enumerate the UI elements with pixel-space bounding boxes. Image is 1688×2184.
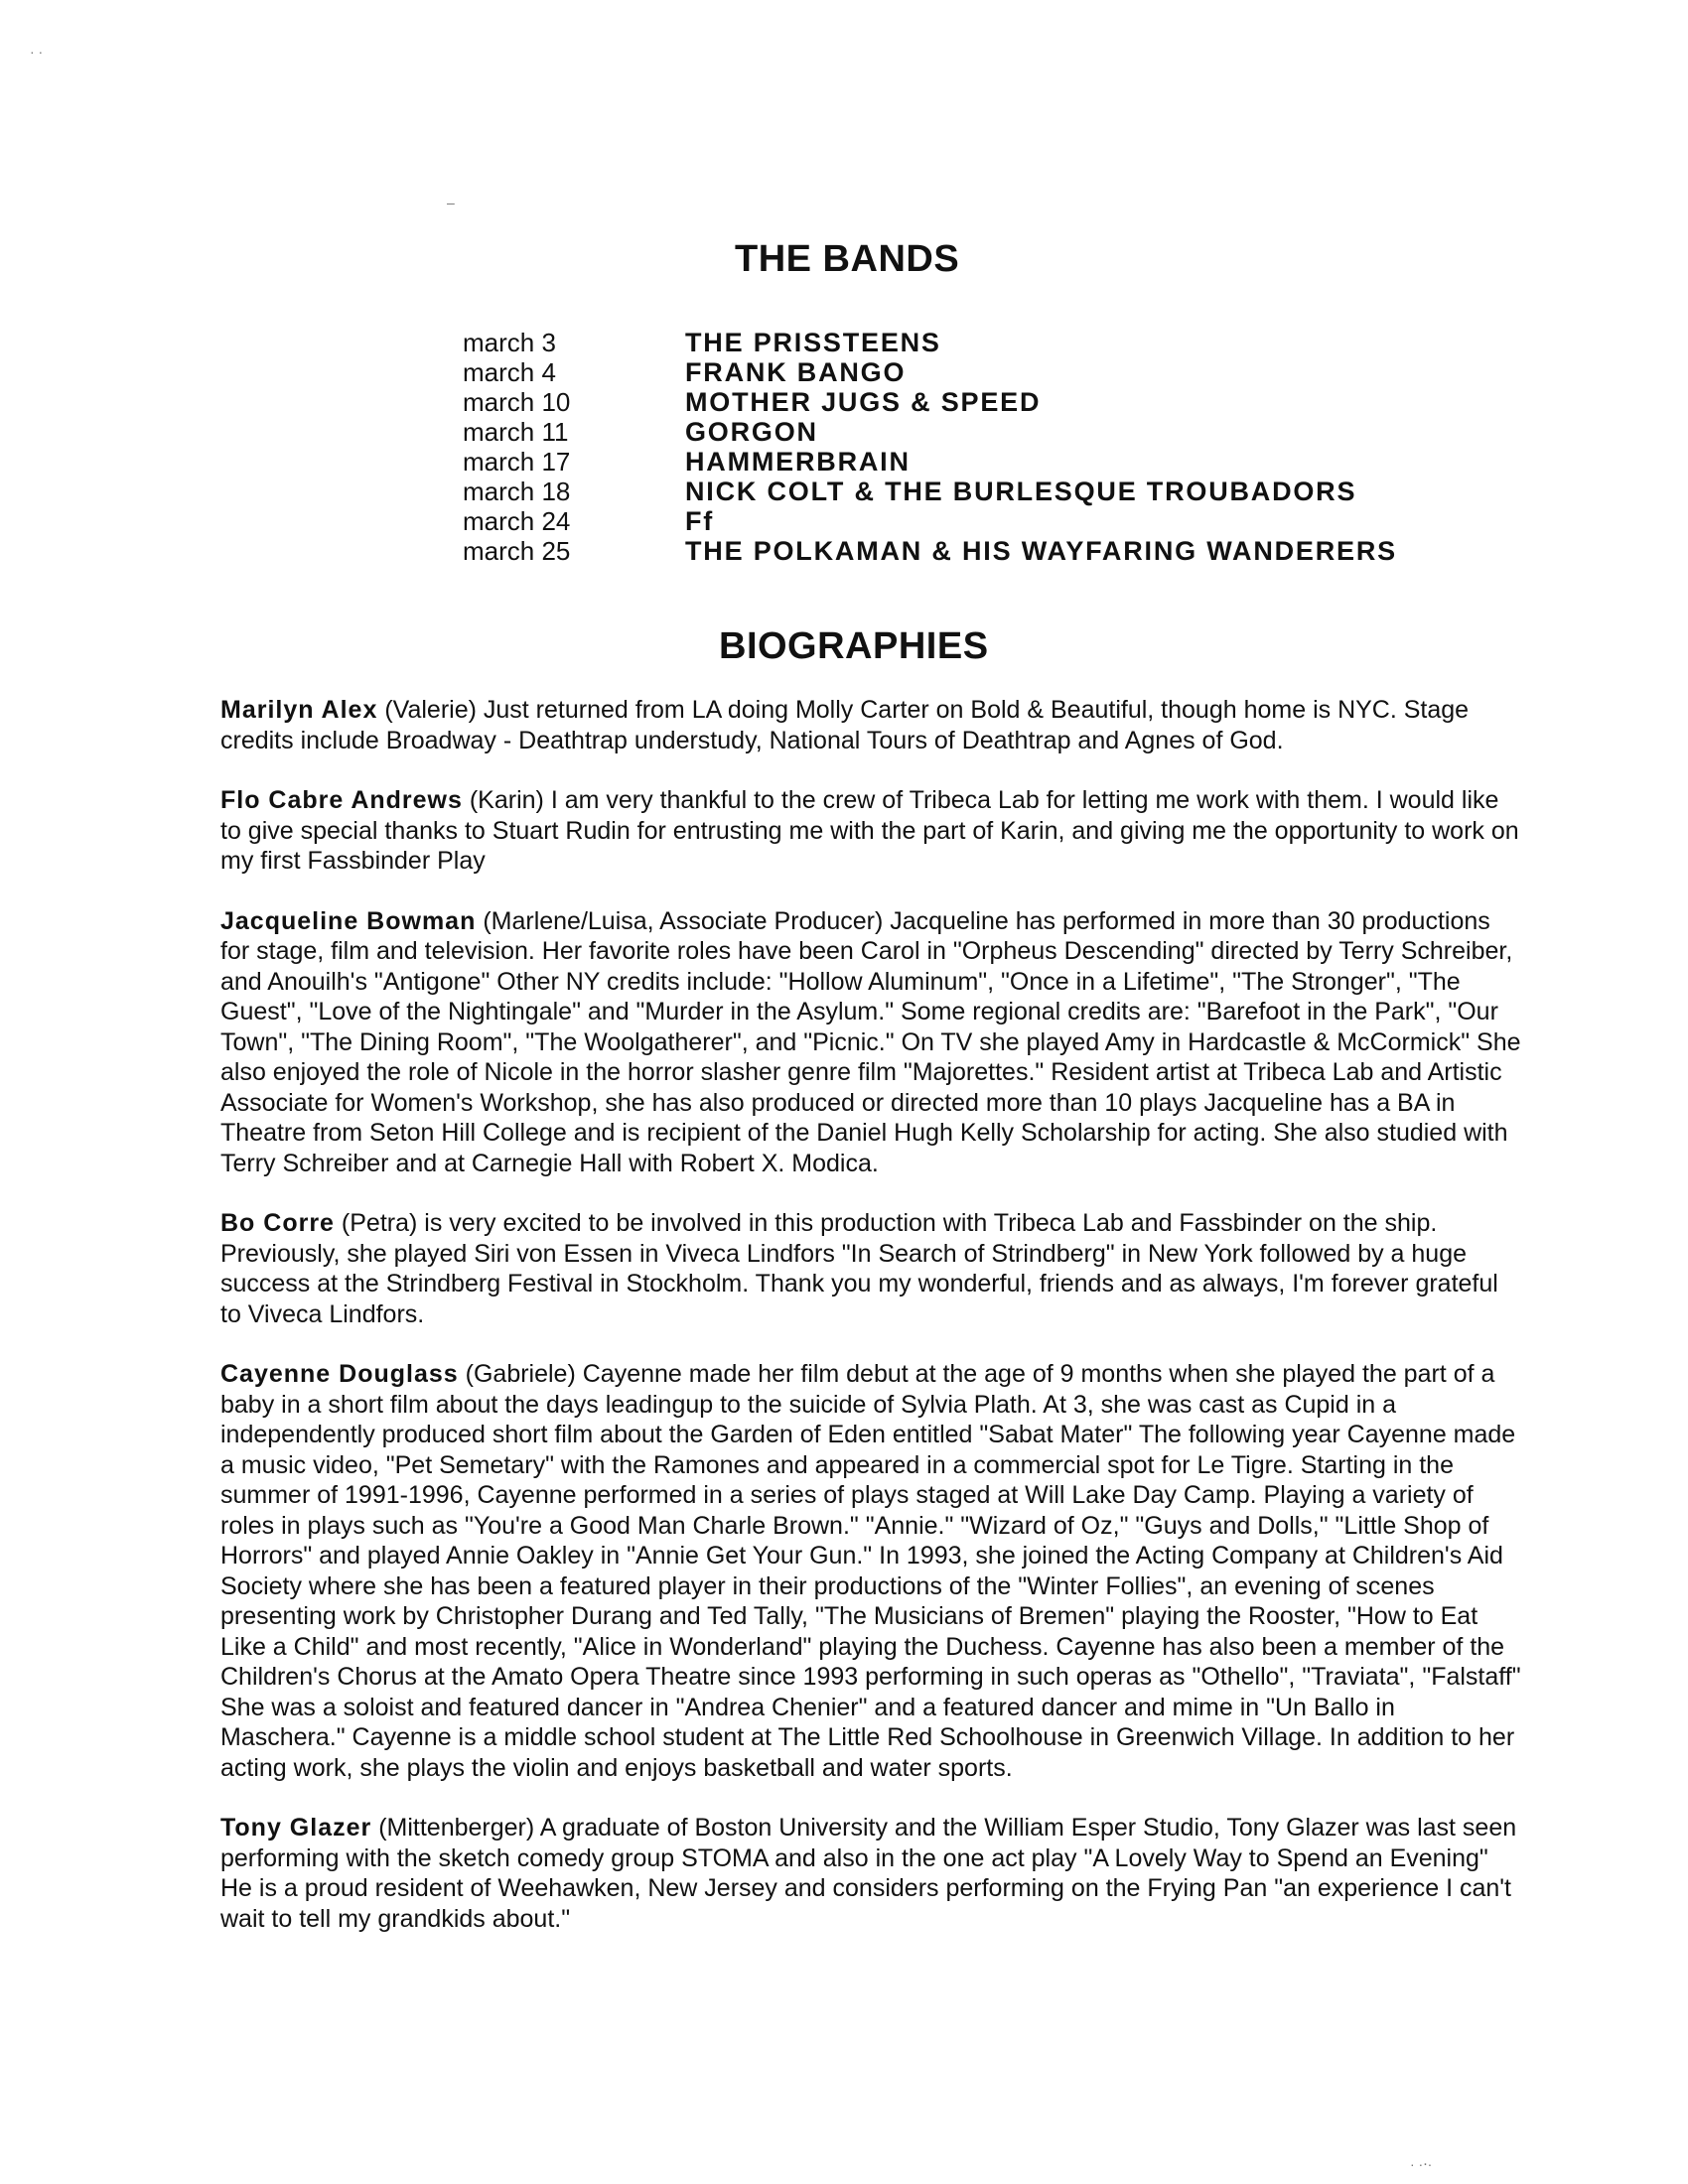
scan-speck: · · [30,44,44,60]
bio-name: Marilyn Alex [220,696,378,724]
bio-role: (Petra) [341,1209,418,1237]
schedule-band: FRANK BANGO [685,357,907,387]
bio-name: Tony Glazer [220,1814,372,1842]
schedule-date: march 25 [463,536,571,566]
bio-name: Flo Cabre Andrews [220,786,463,814]
schedule-row [463,357,1456,387]
schedule-row [463,506,1456,536]
bio-role: (Marlene/Luisa, Associate Producer) [483,906,884,935]
schedule-date: march 18 [463,477,571,506]
band-schedule [463,328,1456,566]
schedule-row [463,536,1456,566]
schedule-date: march 4 [463,357,556,387]
schedule-band: THE POLKAMAN & HIS WAYFARING WANDERERS [685,536,1397,566]
schedule-row [463,477,1456,506]
biographies-list [220,695,1521,1964]
bio-role: (Mittenberger) [378,1814,535,1842]
schedule-row [463,447,1456,477]
schedule-date: march 17 [463,447,571,477]
bio-role: (Gabriele) [465,1360,576,1388]
bio-name: Bo Corre [220,1209,335,1237]
bio-text: I am very thankful to the crew of Tribeca Lab for letting me work with them. I would like to give special thanks to Stuart Rudin for entrusting me with the part of Karin, and giving me the opportunity to work on my first Fassbinder Play [220,786,1519,875]
schedule-band: Ff [685,506,715,536]
bio-entry [220,1813,1521,1934]
bio-text: Jacqueline has performed in more than 30 productions for stage, film and television. Her favorite roles have been Carol in "Orpheus Descending" directed by Terry Schreiber, and Anouilh's "Antigone" Other NY credits include: "Hollow Aluminum", "Once in a Lifetime", "The Stronger", "The Guest", "Love of the Nightingale" and "Murder in the Asylum." Some regional credits are: "Barefoot in the Park", "Our Town", "The Dining Room", "The Woolgatherer", and "Picnic." On TV she played Amy in Hardcastle & McCormick" She also enjoyed the role of Nicole in the horror slasher genre film "Majorettes." Resident artist at Tribeca Lab and Artistic Associate for Women's Workshop, she has also produced or directed more than 10 plays Jacqueline has a BA in Theatre from Seton Hill College and is recipient of the Daniel Hugh Kelly Scholarship for acting. She also studied with Terry Schreiber and at Carnegie Hall with Robert X. Modica. [220,906,1521,1177]
bands-heading: THE BANDS [735,238,960,280]
scan-speck: – [447,195,455,210]
scan-speck: · ·⋅· [1410,2156,1433,2172]
bio-entry [220,906,1521,1179]
biographies-heading: BIOGRAPHIES [719,625,989,667]
bio-entry [220,1208,1521,1329]
bio-text: Cayenne made her film debut at the age of 9 months when she played the part of a baby in a short film about the days leadingup to the suicide of Sylvia Plath. At 3, she was cast as Cupid in a independently produced short film about the Garden of Eden entitled "Sabat Mater" The following year Cayenne made a music video, "Pet Semetary" with the Ramones and appeared in a commercial spot for Le Tigre. Starting in the summer of 1991-1996, Cayenne performed in a series of plays staged at Will Lake Day Camp. Playing a variety of roles in plays such as "You're a Good Man Charle Brown." "Annie." "Wizard of Oz," "Guys and Dolls," "Little Shop of Horrors" and played Annie Oakley in "Annie Get Your Gun." In 1993, she joined the Acting Company at Children's Aid Society where she has been a featured player in their productions of the "Winter Follies", an evening of scenes presenting work by Christopher Durang and Ted Tally, "The Musicians of Bremen" playing the Rooster, "How to Eat Like a Child" and most recently, "Alice in Wonderland" playing the Duchess. Cayenne has also been a member of the Children's Chorus at the Amato Opera Theatre since 1993 performing in such operas as "Othello", "Traviata", "Falstaff" She was a soloist and featured dancer in "Andrea Chenier" and a featured dancer and mime in "Un Ballo in Maschera." Cayenne is a middle school student at The Little Red Schoolhouse in Greenwich Village. In addition to her acting work, she plays the violin and enjoys basketball and water sports. [220,1360,1521,1782]
schedule-date: march 10 [463,387,571,417]
schedule-date: march 3 [463,328,556,357]
schedule-band: THE PRISSTEENS [685,328,941,357]
bio-name: Jacqueline Bowman [220,906,477,935]
bio-role: (Karin) [469,786,544,814]
schedule-row [463,328,1456,357]
schedule-row [463,387,1456,417]
schedule-date: march 11 [463,417,569,447]
bio-entry [220,785,1521,877]
schedule-row [463,417,1456,447]
schedule-band: NICK COLT & THE BURLESQUE TROUBADORS [685,477,1357,506]
bio-role: (Valerie) [384,696,477,724]
schedule-date: march 24 [463,506,571,536]
bio-text: Just returned from LA doing Molly Carter on Bold & Beautiful, though home is NYC. Stage credits include Broadway - Deathtrap understudy, National Tours of Deathtrap and Agnes of God. [220,696,1470,754]
bio-text: A graduate of Boston University and the William Esper Studio, Tony Glazer was last seen performing with the sketch comedy group STOMA and also in the one act play "A Lovely Way to Spend an Evening" He is a proud resident of Weehawken, New Jersey and considers performing on the Frying Pan "an experience I can't wait to tell my grandkids about." [220,1814,1517,1933]
bio-entry [220,1359,1521,1783]
schedule-band: MOTHER JUGS & SPEED [685,387,1042,417]
bio-name: Cayenne Douglass [220,1360,459,1388]
schedule-band: HAMMERBRAIN [685,447,911,477]
schedule-band: GORGON [685,417,818,447]
bio-text: is very excited to be involved in this production with Tribeca Lab and Fassbinder on the ship. Previously, she played Siri von Essen in Viveca Lindfors "In Search of Strindberg" in New York followed by a huge success at the Strindberg Festival in Stockholm. Thank you my wonderful, friends and as always, I'm forever grateful to Viveca Lindfors. [220,1209,1498,1328]
bio-entry [220,695,1521,755]
